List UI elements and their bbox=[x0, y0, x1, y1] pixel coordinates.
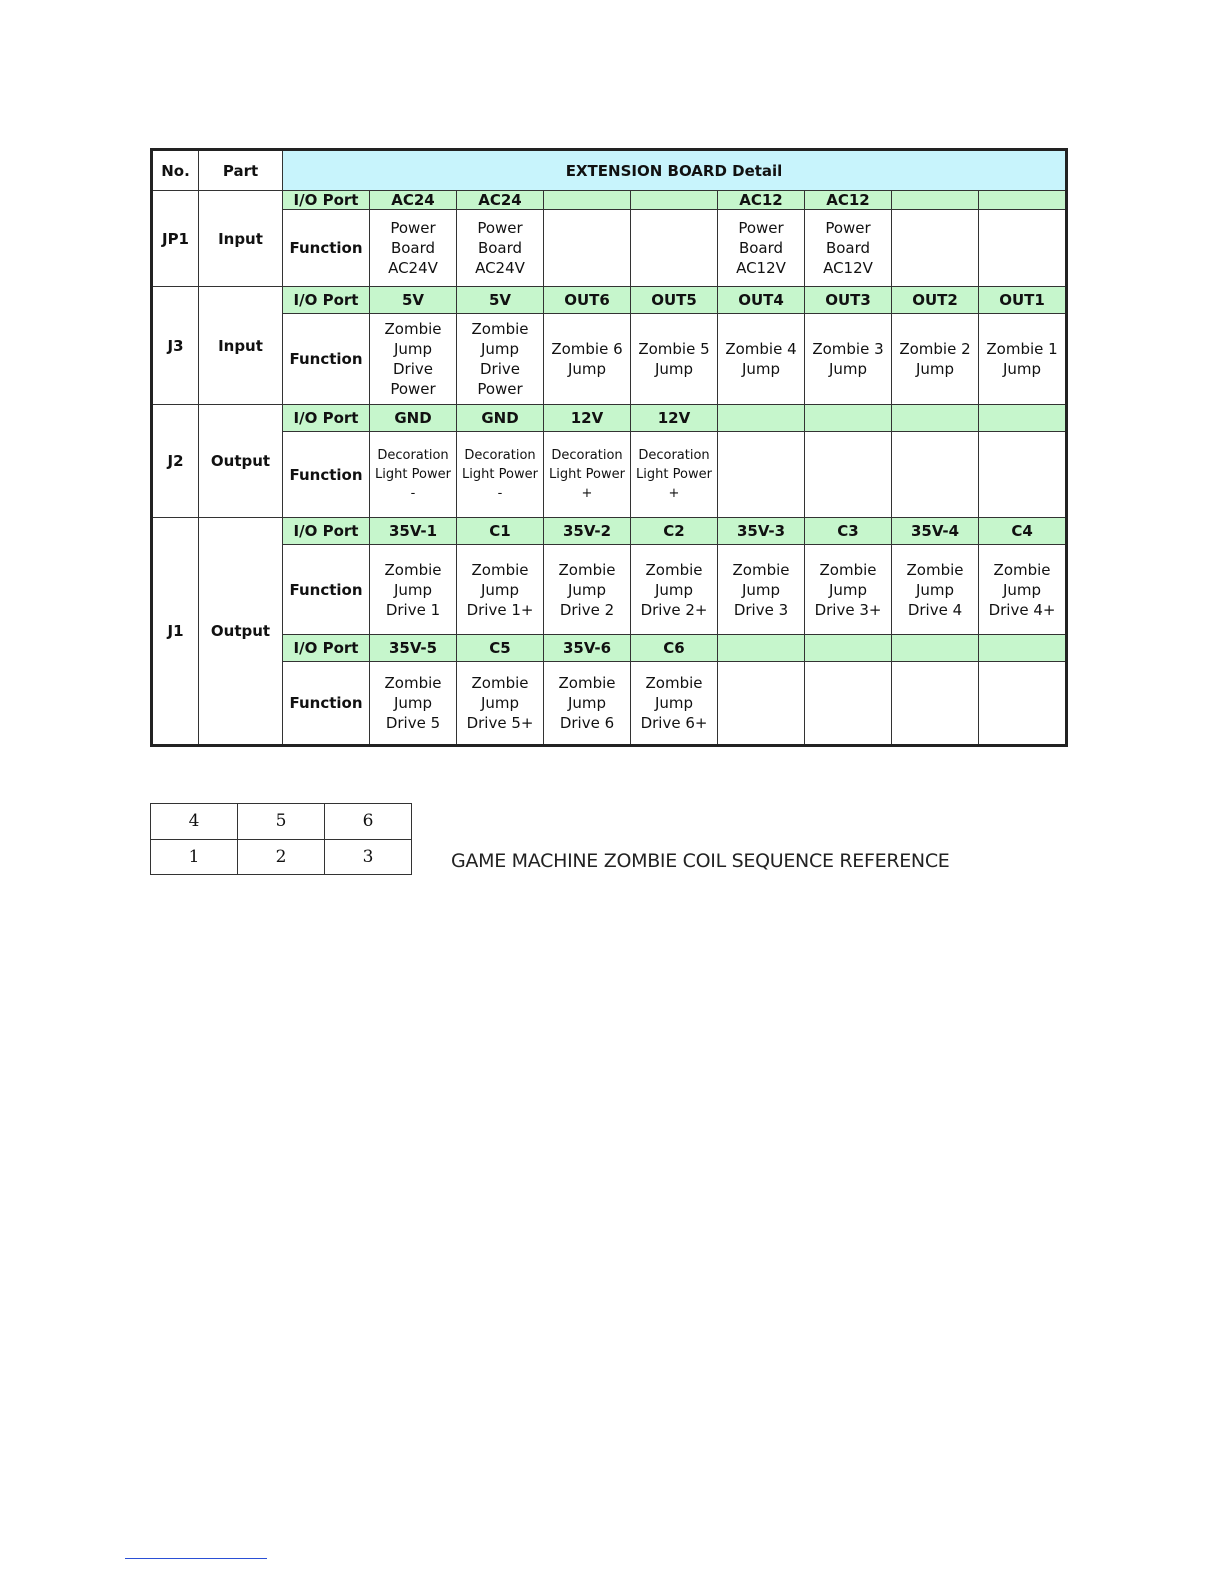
table-row bbox=[152, 210, 1067, 287]
function-cell bbox=[979, 210, 1067, 287]
port-cell: C4 bbox=[979, 518, 1067, 545]
port-cell: C1 bbox=[457, 518, 544, 545]
port-cell: OUT1 bbox=[979, 287, 1067, 314]
port-cell bbox=[544, 191, 631, 210]
sequence-cell: 4 bbox=[151, 804, 238, 840]
port-cell bbox=[979, 191, 1067, 210]
port-cell: 35V-2 bbox=[544, 518, 631, 545]
function-label: Function bbox=[283, 662, 370, 746]
port-cell: 12V bbox=[544, 405, 631, 432]
port-cell: AC24 bbox=[370, 191, 457, 210]
port-cell: OUT2 bbox=[892, 287, 979, 314]
port-cell: 35V-4 bbox=[892, 518, 979, 545]
io-port-label: I/O Port bbox=[283, 635, 370, 662]
port-cell: 5V bbox=[457, 287, 544, 314]
table-row bbox=[152, 635, 1067, 662]
io-port-label: I/O Port bbox=[283, 287, 370, 314]
port-cell: OUT3 bbox=[805, 287, 892, 314]
function-cell: Zombie Jump Drive 4 bbox=[892, 545, 979, 635]
port-cell: C5 bbox=[457, 635, 544, 662]
function-cell: Zombie Jump Drive Power bbox=[457, 314, 544, 405]
header-no: No. bbox=[152, 150, 199, 191]
function-cell: Power Board AC12V bbox=[805, 210, 892, 287]
port-cell: GND bbox=[457, 405, 544, 432]
function-cell bbox=[718, 662, 805, 746]
port-cell bbox=[979, 405, 1067, 432]
port-cell: GND bbox=[370, 405, 457, 432]
function-cell: Decoration Light Power - bbox=[370, 432, 457, 518]
port-cell: AC12 bbox=[805, 191, 892, 210]
sequence-cell: 1 bbox=[151, 839, 238, 875]
function-cell: Zombie Jump Drive 2 bbox=[544, 545, 631, 635]
port-cell bbox=[631, 191, 718, 210]
function-cell: Decoration Light Power + bbox=[544, 432, 631, 518]
table-row bbox=[152, 314, 1067, 405]
function-cell bbox=[979, 432, 1067, 518]
sequence-cell: 6 bbox=[325, 804, 412, 840]
port-cell: C3 bbox=[805, 518, 892, 545]
function-cell: Decoration Light Power - bbox=[457, 432, 544, 518]
table-row bbox=[152, 545, 1067, 635]
sequence-row-bottom bbox=[151, 839, 412, 875]
function-cell: Zombie Jump Drive Power bbox=[370, 314, 457, 405]
table-row bbox=[152, 432, 1067, 518]
function-cell: Power Board AC12V bbox=[718, 210, 805, 287]
port-cell: 5V bbox=[370, 287, 457, 314]
function-cell: Zombie Jump Drive 5 bbox=[370, 662, 457, 746]
port-cell bbox=[805, 405, 892, 432]
port-cell: 35V-6 bbox=[544, 635, 631, 662]
coil-sequence-grid bbox=[150, 803, 412, 875]
function-cell: Zombie Jump Drive 4+ bbox=[979, 545, 1067, 635]
port-cell bbox=[718, 405, 805, 432]
port-cell bbox=[892, 635, 979, 662]
function-label: Function bbox=[283, 432, 370, 518]
row-part: Output bbox=[199, 518, 283, 746]
header-part: Part bbox=[199, 150, 283, 191]
function-cell bbox=[979, 662, 1067, 746]
row-no: J3 bbox=[152, 287, 199, 405]
row-no: J1 bbox=[152, 518, 199, 746]
io-port-label: I/O Port bbox=[283, 518, 370, 545]
sequence-caption: GAME MACHINE ZOMBIE COIL SEQUENCE REFERENCE bbox=[451, 850, 950, 872]
function-cell: Zombie 3 Jump bbox=[805, 314, 892, 405]
function-cell: Decoration Light Power + bbox=[631, 432, 718, 518]
function-cell bbox=[805, 432, 892, 518]
port-cell bbox=[979, 635, 1067, 662]
function-cell bbox=[805, 662, 892, 746]
function-cell bbox=[892, 432, 979, 518]
port-cell bbox=[718, 635, 805, 662]
io-port-label: I/O Port bbox=[283, 405, 370, 432]
function-label: Function bbox=[283, 210, 370, 287]
function-cell bbox=[718, 432, 805, 518]
row-part: Input bbox=[199, 191, 283, 287]
extension-board-table bbox=[150, 148, 1068, 747]
function-cell: Zombie Jump Drive 1+ bbox=[457, 545, 544, 635]
function-cell bbox=[892, 662, 979, 746]
port-cell: C6 bbox=[631, 635, 718, 662]
port-cell bbox=[892, 191, 979, 210]
io-port-label: I/O Port bbox=[283, 191, 370, 210]
table-row bbox=[152, 405, 1067, 432]
port-cell: 35V-1 bbox=[370, 518, 457, 545]
table-row bbox=[152, 662, 1067, 746]
port-cell: 35V-3 bbox=[718, 518, 805, 545]
footer-divider bbox=[125, 1558, 267, 1559]
port-cell: OUT6 bbox=[544, 287, 631, 314]
row-no: J2 bbox=[152, 405, 199, 518]
function-cell: Power Board AC24V bbox=[457, 210, 544, 287]
port-cell: C2 bbox=[631, 518, 718, 545]
function-cell: Zombie 2 Jump bbox=[892, 314, 979, 405]
function-cell: Zombie Jump Drive 6 bbox=[544, 662, 631, 746]
port-cell: 12V bbox=[631, 405, 718, 432]
sequence-cell: 3 bbox=[325, 839, 412, 875]
function-cell: Zombie 1 Jump bbox=[979, 314, 1067, 405]
row-no: JP1 bbox=[152, 191, 199, 287]
header-title: EXTENSION BOARD Detail bbox=[283, 150, 1067, 191]
row-part: Input bbox=[199, 287, 283, 405]
table-row bbox=[152, 518, 1067, 545]
function-cell bbox=[892, 210, 979, 287]
function-cell: Zombie 6 Jump bbox=[544, 314, 631, 405]
function-label: Function bbox=[283, 545, 370, 635]
port-cell: OUT5 bbox=[631, 287, 718, 314]
row-part: Output bbox=[199, 405, 283, 518]
sequence-row-top bbox=[151, 804, 412, 840]
function-cell: Zombie Jump Drive 3+ bbox=[805, 545, 892, 635]
function-cell: Zombie Jump Drive 1 bbox=[370, 545, 457, 635]
table-header-row bbox=[152, 150, 1067, 191]
function-cell: Zombie Jump Drive 3 bbox=[718, 545, 805, 635]
port-cell bbox=[892, 405, 979, 432]
port-cell bbox=[805, 635, 892, 662]
function-cell: Zombie Jump Drive 2+ bbox=[631, 545, 718, 635]
table-row bbox=[152, 191, 1067, 210]
function-label: Function bbox=[283, 314, 370, 405]
function-cell bbox=[631, 210, 718, 287]
port-cell: 35V-5 bbox=[370, 635, 457, 662]
function-cell: Zombie Jump Drive 6+ bbox=[631, 662, 718, 746]
sequence-cell: 2 bbox=[238, 839, 325, 875]
function-cell: Power Board AC24V bbox=[370, 210, 457, 287]
port-cell: AC12 bbox=[718, 191, 805, 210]
function-cell: Zombie 5 Jump bbox=[631, 314, 718, 405]
port-cell: OUT4 bbox=[718, 287, 805, 314]
function-cell bbox=[544, 210, 631, 287]
sequence-cell: 5 bbox=[238, 804, 325, 840]
function-cell: Zombie 4 Jump bbox=[718, 314, 805, 405]
table-row bbox=[152, 287, 1067, 314]
function-cell: Zombie Jump Drive 5+ bbox=[457, 662, 544, 746]
port-cell: AC24 bbox=[457, 191, 544, 210]
